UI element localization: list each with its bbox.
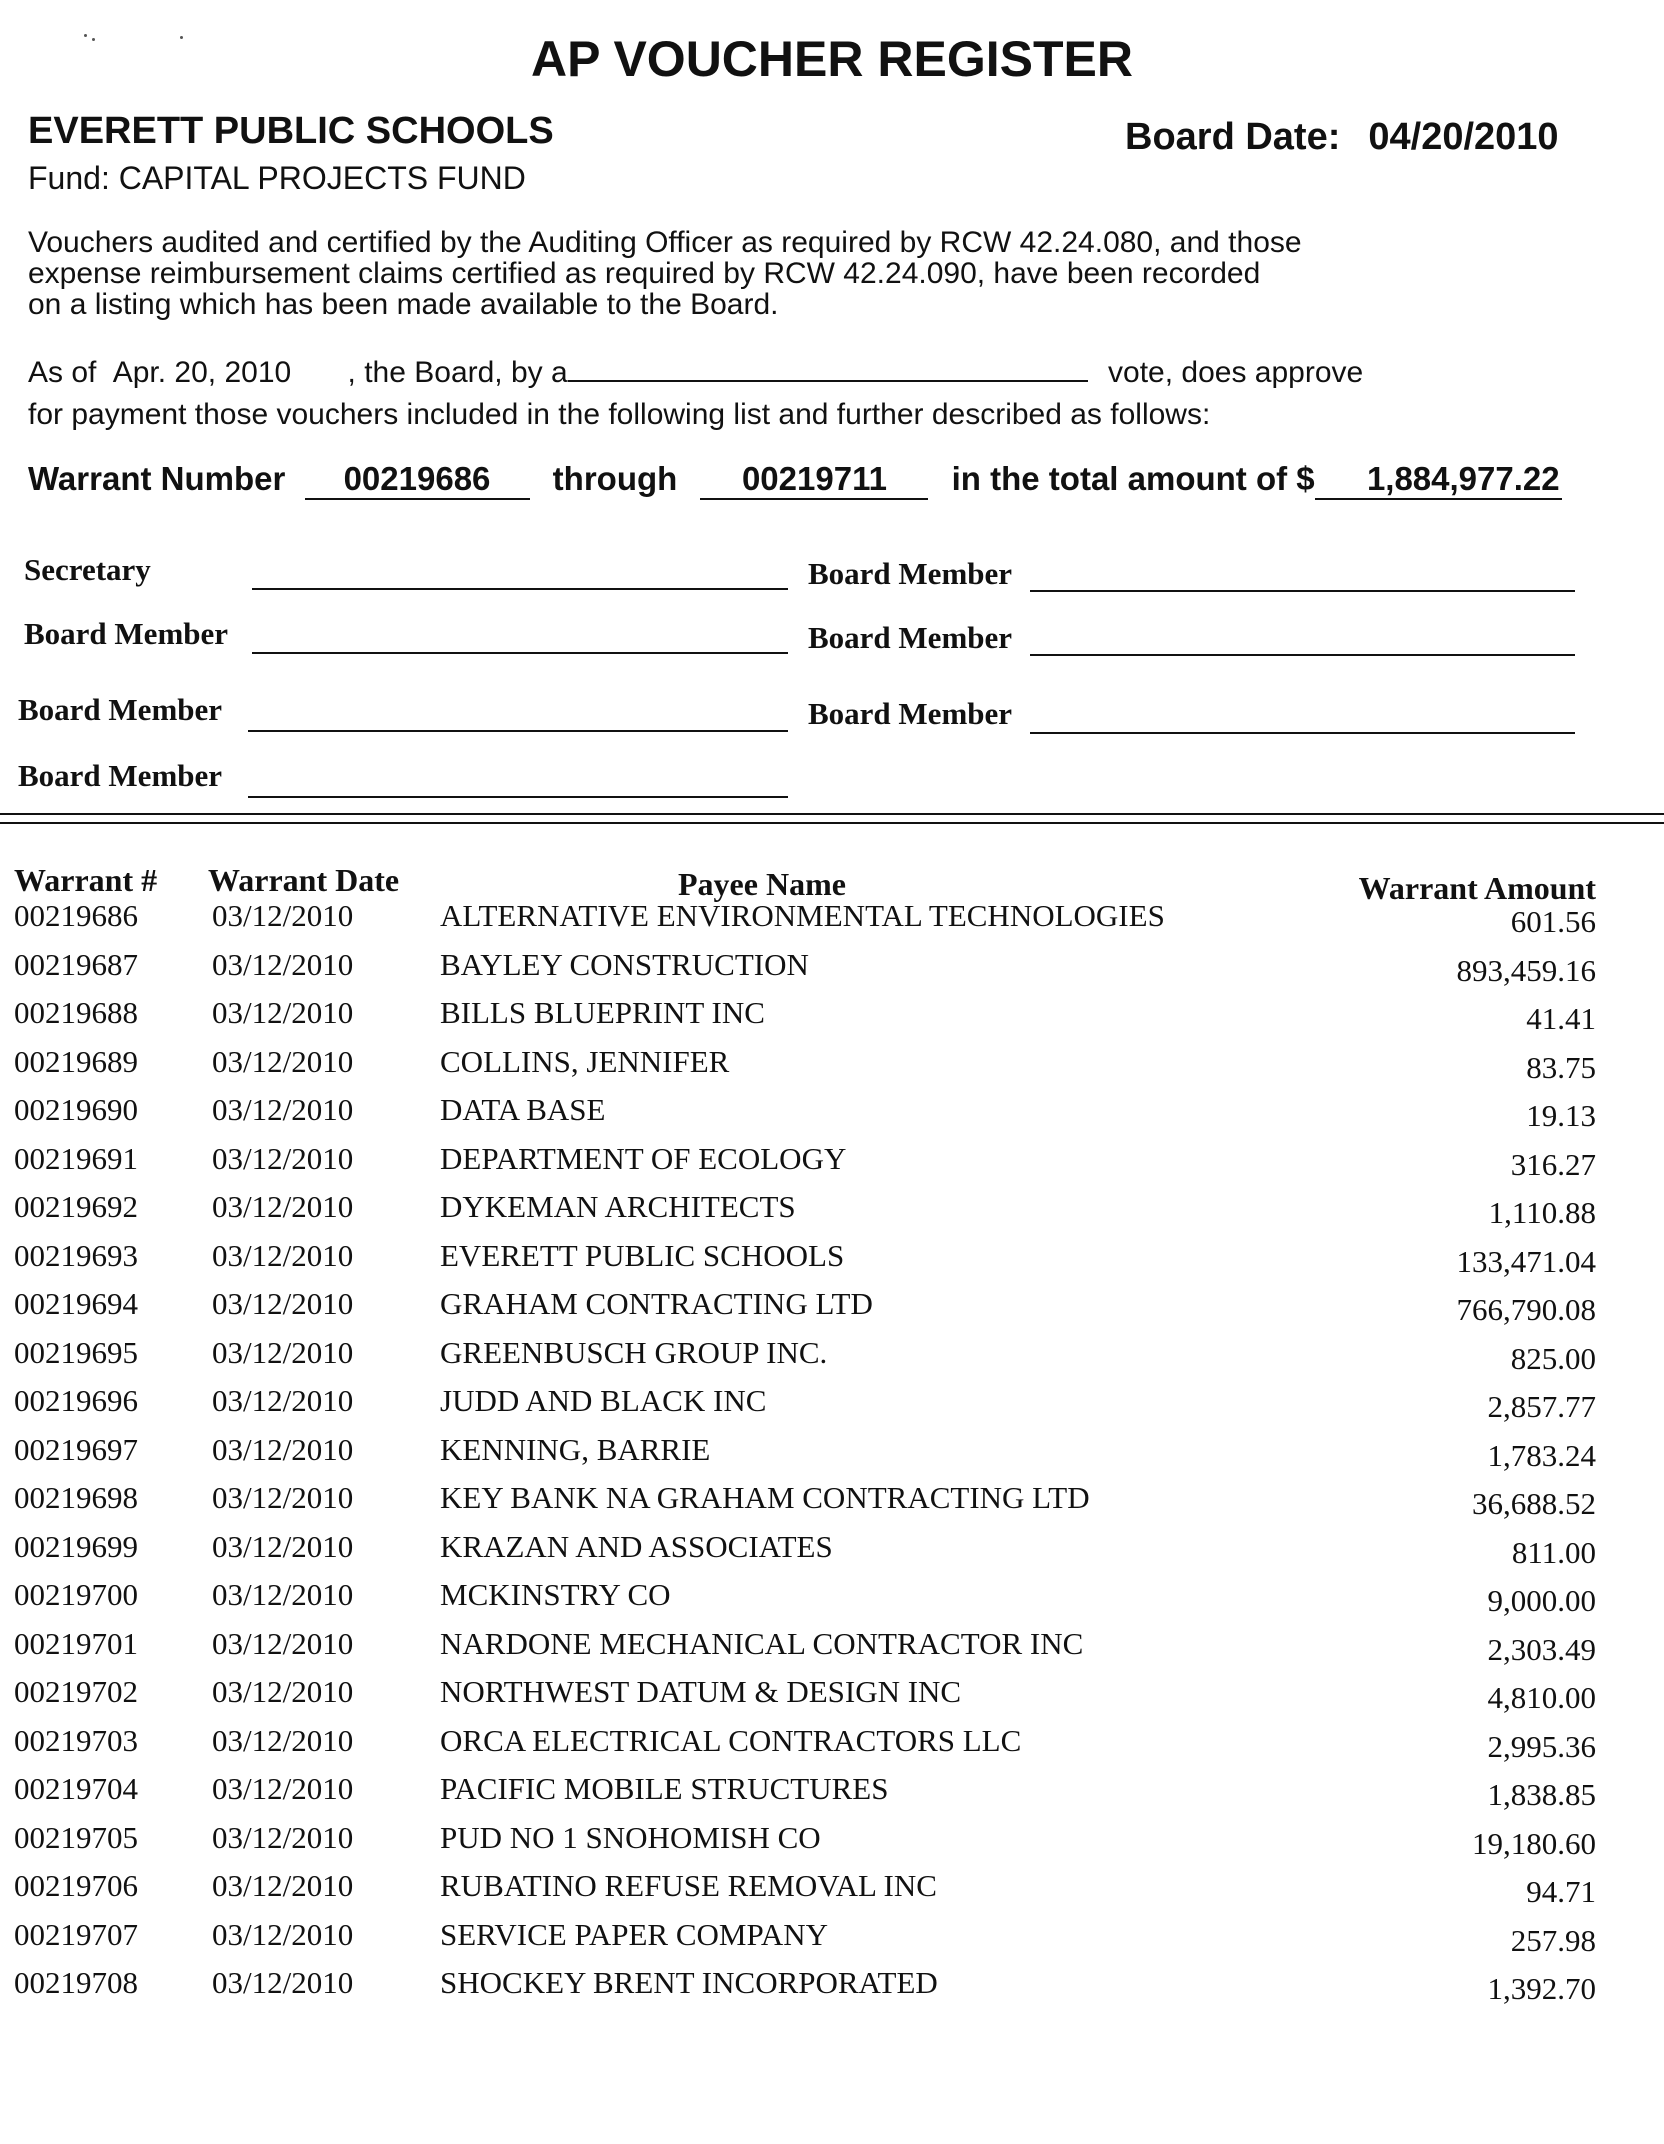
total-label: in the total amount of $ <box>951 460 1315 497</box>
warrant-amount-cell: 94.71 <box>1526 1874 1596 1909</box>
table-row <box>0 1674 1664 1723</box>
warrant-amount-cell: 9,000.00 <box>1487 1583 1596 1618</box>
warrant-number-cell: 00219708 <box>14 1965 138 2000</box>
board-date-label: Board Date: <box>1125 116 1341 158</box>
warrant-amount-cell: 2,995.36 <box>1487 1728 1596 1764</box>
warrant-date-cell: 03/12/2010 <box>212 1237 354 1273</box>
warrant-date-cell: 03/12/2010 <box>212 995 354 1030</box>
board-member-signature-line[interactable] <box>252 652 788 654</box>
secretary-signature-line[interactable] <box>252 588 788 590</box>
board-member-label: Board Member <box>18 692 223 727</box>
table-row <box>0 947 1664 996</box>
payee-name-cell: KEY BANK NA GRAHAM CONTRACTING LTD <box>440 1480 1090 1515</box>
payee-name-cell: SHOCKEY BRENT INCORPORATED <box>440 1965 938 2000</box>
table-row <box>0 1044 1664 1093</box>
payee-name-cell: KRAZAN AND ASSOCIATES <box>440 1528 833 1564</box>
board-member-signature-line[interactable] <box>248 796 788 798</box>
board-member-signature-line[interactable] <box>248 730 788 732</box>
table-row <box>0 1577 1664 1626</box>
board-member-signature-line[interactable] <box>1030 732 1575 734</box>
table-row <box>0 995 1664 1044</box>
warrant-number-cell: 00219704 <box>14 1771 138 1806</box>
column-header-warrant-number: Warrant # <box>14 862 158 898</box>
table-row <box>0 1965 1664 2014</box>
warrant-date-cell: 03/12/2010 <box>212 1189 354 1224</box>
payee-name-cell: PUD NO 1 SNOHOMISH CO <box>440 1819 821 1855</box>
as-of-prefix: As of <box>28 356 97 389</box>
warrant-amount-cell: 601.56 <box>1510 904 1596 939</box>
warrant-date-cell: 03/12/2010 <box>212 1286 354 1321</box>
warrant-number-cell: 00219692 <box>14 1189 138 1224</box>
warrant-number-cell: 00219699 <box>14 1528 138 1564</box>
warrant-number-cell: 00219703 <box>14 1722 138 1758</box>
table-row <box>0 1917 1664 1966</box>
warrant-number-cell: 00219689 <box>14 1043 138 1079</box>
warrant-number-cell: 00219707 <box>14 1916 138 1952</box>
table-row <box>0 898 1664 947</box>
payee-name-cell: PACIFIC MOBILE STRUCTURES <box>440 1771 889 1806</box>
warrant-date-cell: 03/12/2010 <box>212 1965 354 2000</box>
organization-name: EVERETT PUBLIC SCHOOLS <box>28 110 554 152</box>
as-of-date: Apr. 20, 2010 <box>112 356 292 389</box>
payee-name-cell: DATA BASE <box>440 1092 606 1127</box>
warrant-number-cell: 00219687 <box>14 946 138 982</box>
document-title: AP VOUCHER REGISTER <box>531 31 1133 87</box>
warrant-amount-cell: 1,392.70 <box>1487 1971 1596 2006</box>
warrant-number-label: Warrant Number <box>28 460 286 497</box>
as-of-line <box>28 356 1363 390</box>
table-row <box>0 1189 1664 1238</box>
warrant-date-cell: 03/12/2010 <box>212 1431 354 1467</box>
warrant-amount-cell: 1,783.24 <box>1487 1437 1596 1473</box>
warrant-date-cell: 03/12/2010 <box>212 1140 354 1176</box>
warrant-number-cell: 00219686 <box>14 898 138 933</box>
warrant-date-cell: 03/12/2010 <box>212 1480 354 1515</box>
column-header-warrant-amount: Warrant Amount <box>1358 870 1596 906</box>
warrant-date-cell: 03/12/2010 <box>212 1916 354 1952</box>
warrant-table <box>0 898 1664 2014</box>
divider-rule <box>0 822 1664 824</box>
warrant-amount-cell: 2,857.77 <box>1487 1389 1596 1424</box>
vote-blank-line <box>568 356 1088 382</box>
payee-name-cell: SERVICE PAPER COMPANY <box>440 1916 829 1952</box>
table-row <box>0 1432 1664 1481</box>
table-row <box>0 1383 1664 1432</box>
board-member-label: Board Member <box>808 556 1013 591</box>
table-row <box>0 1238 1664 1287</box>
certification-line-1: Vouchers audited and certified by the Auditing Officer as required by RCW 42.24.080, and those <box>28 226 1302 259</box>
warrant-number-cell: 00219705 <box>14 1819 138 1855</box>
warrant-amount-cell: 36,688.52 <box>1472 1486 1596 1521</box>
warrant-from: 00219686 <box>305 460 530 500</box>
payee-name-cell: RUBATINO REFUSE REMOVAL INC <box>440 1868 937 1903</box>
warrant-number-cell: 00219696 <box>14 1383 138 1418</box>
board-date <box>1125 116 1559 159</box>
warrant-amount-cell: 1,110.88 <box>1488 1195 1596 1230</box>
warrant-amount-cell: 2,303.49 <box>1487 1631 1596 1667</box>
approve-line: for payment those vouchers included in the following list and further described as follows: <box>28 398 1211 431</box>
payee-name-cell: NARDONE MECHANICAL CONTRACTOR INC <box>440 1625 1084 1661</box>
payee-name-cell: GREENBUSCH GROUP INC. <box>440 1334 828 1370</box>
warrant-date-cell: 03/12/2010 <box>212 1092 354 1127</box>
warrant-date-cell: 03/12/2010 <box>212 946 354 982</box>
vote-suffix: vote, does approve <box>1108 356 1364 389</box>
board-member-label: Board Member <box>18 758 223 793</box>
certification-line-3: on a listing which has been made available to the Board. <box>28 288 779 321</box>
through-label: through <box>552 460 678 497</box>
payee-name-cell: GRAHAM CONTRACTING LTD <box>440 1286 873 1321</box>
warrant-number-cell: 00219698 <box>14 1480 138 1515</box>
warrant-amount-cell: 893,459.16 <box>1456 952 1596 988</box>
warrant-amount-cell: 19,180.60 <box>1472 1825 1596 1861</box>
column-header-payee-name: Payee Name <box>678 866 846 902</box>
board-member-label: Board Member <box>808 620 1013 655</box>
warrant-amount-cell: 133,471.04 <box>1456 1243 1596 1279</box>
payee-name-cell: ORCA ELECTRICAL CONTRACTORS LLC <box>440 1722 1022 1758</box>
warrant-number-cell: 00219697 <box>14 1431 138 1467</box>
warrant-number-cell: 00219695 <box>14 1334 138 1370</box>
warrant-amount-cell: 83.75 <box>1526 1049 1596 1085</box>
board-by-text: , the Board, by a <box>347 356 568 389</box>
divider-rule <box>0 813 1664 815</box>
warrant-date-cell: 03/12/2010 <box>212 1868 354 1903</box>
warrant-amount-cell: 316.27 <box>1510 1146 1596 1182</box>
warrant-summary <box>28 460 1562 500</box>
warrant-amount-cell: 766,790.08 <box>1456 1292 1596 1327</box>
board-member-signature-line[interactable] <box>1030 654 1575 656</box>
warrant-number-cell: 00219693 <box>14 1237 138 1273</box>
payee-name-cell: MCKINSTRY CO <box>440 1577 671 1612</box>
table-row <box>0 1092 1664 1141</box>
payee-name-cell: BILLS BLUEPRINT INC <box>440 995 765 1030</box>
payee-name-cell: NORTHWEST DATUM & DESIGN INC <box>440 1674 962 1709</box>
warrant-amount-cell: 825.00 <box>1510 1340 1596 1376</box>
table-row <box>0 1723 1664 1772</box>
warrant-amount-cell: 1,838.85 <box>1487 1777 1596 1812</box>
payee-name-cell: ALTERNATIVE ENVIRONMENTAL TECHNOLOGIES <box>440 898 1165 933</box>
table-row <box>0 1141 1664 1190</box>
warrant-number-cell: 00219694 <box>14 1286 138 1321</box>
warrant-date-cell: 03/12/2010 <box>212 1722 354 1758</box>
board-member-label: Board Member <box>808 696 1013 731</box>
warrant-date-cell: 03/12/2010 <box>212 1043 354 1079</box>
payee-name-cell: EVERETT PUBLIC SCHOOLS <box>440 1237 845 1273</box>
certification-line-2: expense reimbursement claims certified as required by RCW 42.24.090, have been recorded <box>28 257 1261 290</box>
warrant-number-cell: 00219706 <box>14 1868 138 1903</box>
board-member-signature-line[interactable] <box>1030 590 1575 592</box>
table-row <box>0 1626 1664 1675</box>
warrant-amount-cell: 257.98 <box>1510 1922 1596 1958</box>
warrant-date-cell: 03/12/2010 <box>212 898 354 933</box>
payee-name-cell: DEPARTMENT OF ECOLOGY <box>440 1140 847 1176</box>
column-header-warrant-date: Warrant Date <box>208 862 400 898</box>
warrant-date-cell: 03/12/2010 <box>212 1674 354 1709</box>
warrant-date-cell: 03/12/2010 <box>212 1625 354 1661</box>
warrant-date-cell: 03/12/2010 <box>212 1577 354 1612</box>
warrant-amount-cell: 811.00 <box>1511 1534 1596 1570</box>
board-date-value: 04/20/2010 <box>1368 116 1559 158</box>
table-row <box>0 1480 1664 1529</box>
warrant-date-cell: 03/12/2010 <box>212 1528 354 1564</box>
payee-name-cell: DYKEMAN ARCHITECTS <box>440 1189 796 1224</box>
warrant-date-cell: 03/12/2010 <box>212 1771 354 1806</box>
table-row <box>0 1335 1664 1384</box>
total-amount: 1,884,977.22 <box>1315 460 1562 500</box>
warrant-date-cell: 03/12/2010 <box>212 1819 354 1855</box>
warrant-date-cell: 03/12/2010 <box>212 1383 354 1418</box>
warrant-amount-cell: 19.13 <box>1526 1098 1596 1133</box>
board-member-label: Board Member <box>24 616 229 651</box>
warrant-number-cell: 00219690 <box>14 1092 138 1127</box>
warrant-number-cell: 00219700 <box>14 1577 138 1612</box>
payee-name-cell: JUDD AND BLACK INC <box>440 1383 767 1418</box>
table-row <box>0 1820 1664 1869</box>
payee-name-cell: BAYLEY CONSTRUCTION <box>440 946 809 982</box>
warrant-date-cell: 03/12/2010 <box>212 1334 354 1370</box>
warrant-number-cell: 00219701 <box>14 1625 138 1661</box>
payee-name-cell: COLLINS, JENNIFER <box>440 1043 730 1079</box>
warrant-to: 00219711 <box>700 460 928 500</box>
warrant-amount-cell: 4,810.00 <box>1487 1680 1596 1715</box>
secretary-label: Secretary <box>24 552 151 587</box>
table-row <box>0 1771 1664 1820</box>
payee-name-cell: KENNING, BARRIE <box>440 1431 711 1467</box>
fund-name: Fund: CAPITAL PROJECTS FUND <box>28 160 526 196</box>
table-row <box>0 1529 1664 1578</box>
warrant-amount-cell: 41.41 <box>1526 1001 1596 1036</box>
warrant-number-cell: 00219691 <box>14 1140 138 1176</box>
warrant-number-cell: 00219702 <box>14 1674 138 1709</box>
table-row <box>0 1286 1664 1335</box>
table-row <box>0 1868 1664 1917</box>
warrant-number-cell: 00219688 <box>14 995 138 1030</box>
